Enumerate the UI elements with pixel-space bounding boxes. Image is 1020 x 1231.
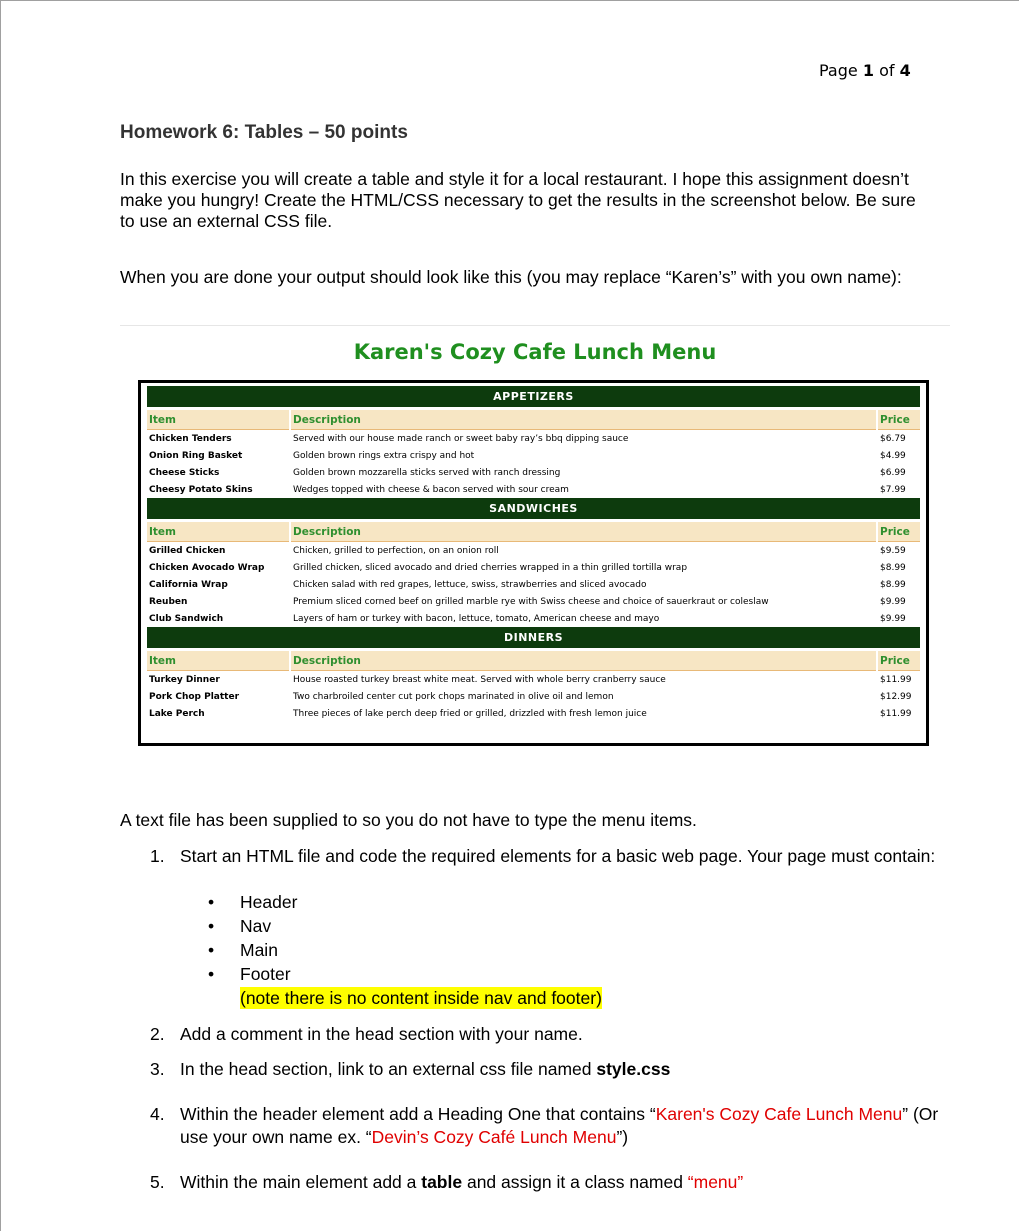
column-header-row: [147, 522, 920, 542]
description-cell: Three pieces of lake perch deep fried or grilled, drizzled with fresh lemon juice: [293, 708, 647, 719]
item-cell: Grilled Chicken: [149, 545, 226, 556]
item-cell: Cheese Sticks: [149, 467, 220, 478]
done-paragraph: When you are done your output should look like this (you may replace “Karen’s” with you own name):: [120, 267, 902, 287]
section-header-row: [147, 627, 920, 648]
section-header-row: [147, 498, 920, 519]
supplied-text: A text file has been supplied to so you do not have to type the menu items.: [120, 810, 697, 830]
column-header-description: Description: [291, 651, 876, 671]
step-5: 5. Within the main element add a table and assign it a class named “menu”: [150, 1172, 744, 1192]
table-row: [147, 447, 920, 464]
table-row: [147, 593, 920, 610]
description-cell: Premium sliced corned beef on grilled marble rye with Swiss cheese and choice of sauerkraut or coleslaw: [293, 596, 769, 607]
item-cell: Turkey Dinner: [149, 674, 220, 685]
table-row: [147, 610, 920, 627]
price-cell: $11.99: [880, 708, 912, 719]
column-header-row: [147, 651, 920, 671]
table-row: [147, 464, 920, 481]
table-row: [147, 705, 920, 722]
price-cell: $7.99: [880, 484, 906, 495]
menu-table: [145, 386, 922, 722]
table-row: [147, 576, 920, 593]
section-title: SANDWICHES: [147, 498, 920, 519]
column-header-row: [147, 410, 920, 430]
column-header-item: Item: [147, 522, 289, 542]
divider: [120, 325, 950, 326]
step-2: 2. Add a comment in the head section with your name.: [150, 1024, 583, 1044]
list-item: • Nav: [208, 914, 297, 938]
table-row: [147, 430, 920, 447]
description-cell: Chicken salad with red grapes, lettuce, swiss, strawberries and sliced avocado: [293, 579, 647, 590]
list-item: • Footer: [208, 962, 297, 986]
item-cell: Pork Chop Platter: [149, 691, 240, 702]
description-cell: Golden brown rings extra crispy and hot: [293, 450, 475, 461]
description-cell: Golden brown mozzarella sticks served with ranch dressing: [293, 467, 561, 478]
section-header-row: [147, 386, 920, 407]
item-cell: Chicken Avocado Wrap: [149, 562, 265, 573]
column-header-item: Item: [147, 651, 289, 671]
table-row: [147, 542, 920, 559]
section-title: APPETIZERS: [147, 386, 920, 407]
price-cell: $9.99: [880, 596, 906, 607]
table-row: [147, 671, 920, 688]
price-cell: $8.99: [880, 579, 906, 590]
intro-paragraph: In this exercise you will create a table and style it for a local restaurant. I hope this assignment doesn’t make you hungry! Create the HTML/CSS necessary to get the results in the screenshot below. Be sure to use an external CSS file.: [120, 169, 916, 231]
item-cell: Chicken Tenders: [149, 433, 232, 444]
element-list: [208, 890, 297, 986]
item-cell: Cheesy Potato Skins: [149, 484, 253, 495]
column-header-price: Price: [878, 410, 920, 430]
step-1: 1. Start an HTML file and code the required elements for a basic web page. Your page must contain:: [150, 846, 936, 866]
column-header-description: Description: [291, 410, 876, 430]
homework-title: Homework 6: Tables – 50 points: [120, 122, 408, 143]
column-header-description: Description: [291, 522, 876, 542]
list-item: • Main: [208, 938, 297, 962]
step-3: 3. In the head section, link to an external css file named style.css: [150, 1059, 671, 1079]
price-cell: $6.99: [880, 467, 906, 478]
description-cell: Served with our house made ranch or sweet baby ray’s bbq dipping sauce: [293, 433, 629, 444]
description-cell: House roasted turkey breast white meat. Served with whole berry cranberry sauce: [293, 674, 666, 685]
item-cell: Reuben: [149, 596, 188, 607]
column-header-price: Price: [878, 522, 920, 542]
step-4: 4. Within the header element add a Heading One that contains “Karen's Cozy Cafe Lunch Menu” (Or use your own name ex. “Devin’s Cozy Café Lunch Menu”): [150, 1104, 939, 1147]
price-cell: $11.99: [880, 674, 912, 685]
price-cell: $9.59: [880, 545, 906, 556]
table-row: [147, 688, 920, 705]
price-cell: $6.79: [880, 433, 906, 444]
description-cell: Layers of ham or turkey with bacon, lettuce, tomato, American cheese and mayo: [293, 613, 660, 624]
page-number: Page 1 of 4: [819, 61, 911, 80]
item-cell: California Wrap: [149, 579, 228, 590]
column-header-item: Item: [147, 410, 289, 430]
price-cell: $4.99: [880, 450, 906, 461]
description-cell: Two charbroiled center cut pork chops marinated in olive oil and lemon: [293, 691, 614, 702]
description-cell: Chicken, grilled to perfection, on an onion roll: [293, 545, 499, 556]
column-header-price: Price: [878, 651, 920, 671]
price-cell: $9.99: [880, 613, 906, 624]
item-cell: Onion Ring Basket: [149, 450, 243, 461]
highlighted-note: (note there is no content inside nav and footer): [240, 988, 602, 1008]
item-cell: Lake Perch: [149, 708, 205, 719]
item-cell: Club Sandwich: [149, 613, 224, 624]
menu-table-frame: [138, 380, 929, 746]
list-item: • Header: [208, 890, 297, 914]
price-cell: $12.99: [880, 691, 912, 702]
description-cell: Wedges topped with cheese & bacon served with sour cream: [293, 484, 569, 495]
table-row: [147, 481, 920, 498]
price-cell: $8.99: [880, 562, 906, 573]
description-cell: Grilled chicken, sliced avocado and dried cherries wrapped in a thin grilled tortilla wrap: [293, 562, 688, 573]
table-row: [147, 559, 920, 576]
section-title: DINNERS: [147, 627, 920, 648]
menu-title: Karen's Cozy Cafe Lunch Menu: [353, 340, 717, 364]
